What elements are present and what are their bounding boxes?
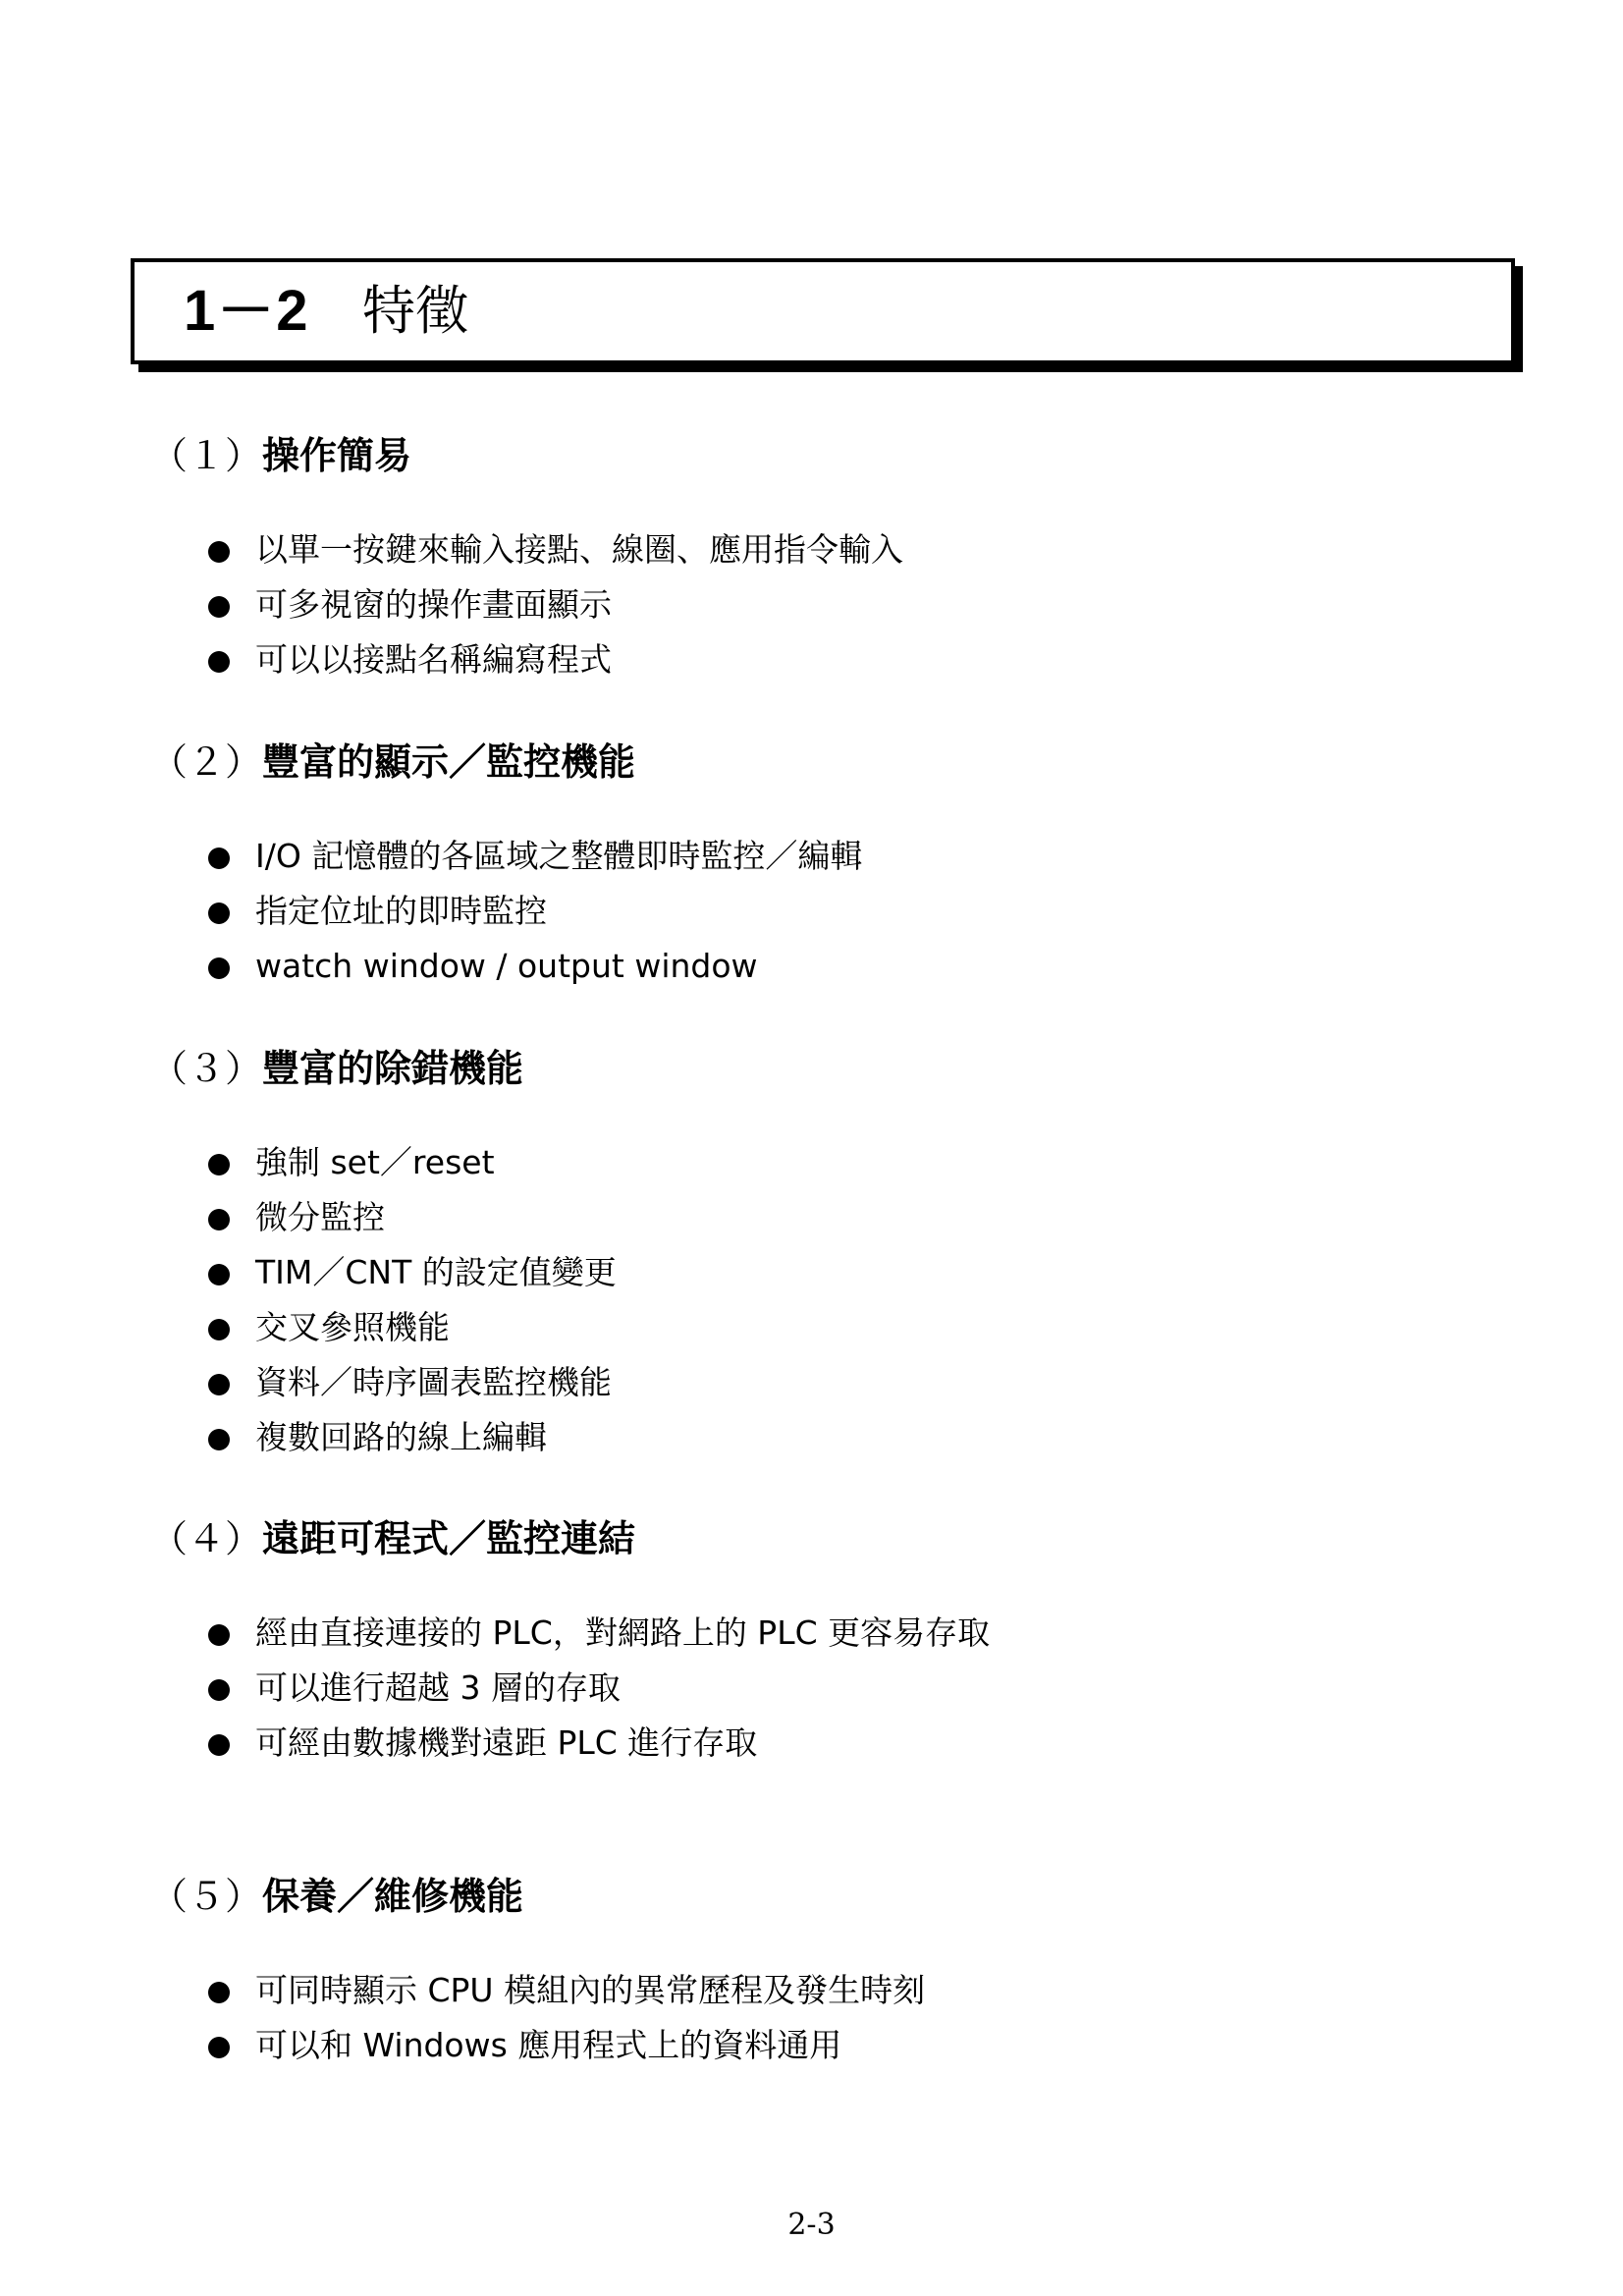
- section-heading-text: 保養／維修機能: [262, 1875, 524, 1918]
- page-number: 2-3: [787, 2208, 836, 2242]
- bullet-icon: [208, 957, 230, 979]
- bullet-icon: [208, 1374, 230, 1395]
- bullet-icon: [208, 1209, 230, 1230]
- bullet-icon: [208, 596, 230, 618]
- section-label: （４）: [150, 1517, 263, 1560]
- section-heading-text: 豐富的除錯機能: [262, 1047, 524, 1090]
- section-heading-1: [150, 432, 411, 479]
- bullet-icon: [208, 1319, 230, 1340]
- bullet-icon: [208, 847, 230, 869]
- bullet-icon: [208, 1264, 230, 1285]
- bullet-icon: [208, 1734, 230, 1756]
- section-heading-text: 豐富的顯示／監控機能: [262, 740, 636, 784]
- bullet-icon: [208, 651, 230, 673]
- bullet-icon: [208, 1982, 230, 2003]
- bullet-icon: [208, 1429, 230, 1450]
- section-heading-5: [150, 1873, 523, 1920]
- section-heading-2: [150, 738, 635, 786]
- section-label: （５）: [150, 1875, 263, 1918]
- section-label: （１）: [150, 434, 263, 477]
- section-title: 特徵: [362, 280, 468, 342]
- section-label: （３）: [150, 1047, 263, 1090]
- section-heading-text: 操作簡易: [262, 434, 412, 477]
- bullet-icon: [208, 2037, 230, 2058]
- bullet-icon: [208, 541, 230, 563]
- bullet-icon: [208, 1679, 230, 1701]
- section-number: 1－2: [184, 279, 310, 343]
- section-label: （２）: [150, 740, 263, 784]
- section-heading-3: [150, 1045, 523, 1092]
- bullet-icon: [208, 902, 230, 924]
- section-heading-4: [150, 1515, 635, 1562]
- section-heading-text: 遠距可程式／監控連結: [262, 1517, 636, 1560]
- bullet-icon: [208, 1154, 230, 1175]
- bullet-icon: [208, 1624, 230, 1646]
- section-title-box: [131, 258, 1515, 364]
